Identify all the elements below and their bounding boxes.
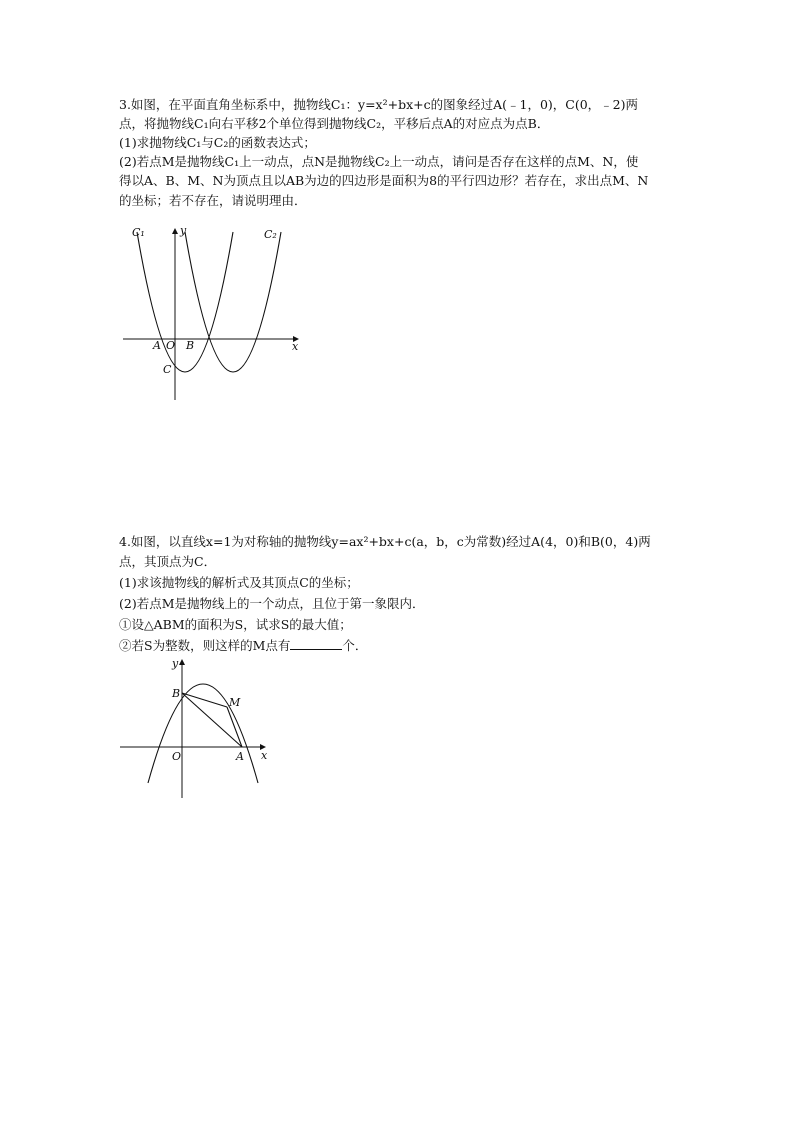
p4-figure	[118, 655, 278, 800]
p4-label-m: M	[229, 696, 241, 709]
p3-y-arrow	[172, 228, 178, 234]
p4-line-6-before: ②若S为整数，则这样的M点有	[119, 638, 291, 653]
p3-label-y: y	[180, 224, 187, 237]
p4-parabola	[148, 684, 258, 783]
p4-line-3: (1)求该抛物线的解析式及其顶点C的坐标；	[119, 575, 359, 590]
p4-y-arrow	[179, 659, 185, 665]
p3-label-o: O	[166, 339, 176, 352]
p3-line-6: 的坐标；若不存在，请说明理由．	[119, 193, 307, 208]
p4-line-6-after: 个．	[342, 638, 368, 653]
p3-label-c: C	[163, 363, 172, 376]
p4-label-x: x	[261, 749, 268, 762]
p3-parabola-c2	[185, 232, 281, 372]
p3-line-2: 点，将抛物线C₁向右平移2个单位得到抛物线C₂，平移后点A的对应点为点B．	[119, 116, 550, 131]
p3-label-c2: C₂	[264, 228, 277, 241]
p4-line-5: ①设△ABM的面积为S，试求S的最大值；	[119, 617, 352, 632]
p3-line-1: 3.如图，在平面直角坐标系中，抛物线C₁：y=x²+bx+c的图象经过A(﹣1，0)，C(0，﹣2)两	[119, 97, 639, 112]
p4-line-2: 点，其顶点为C．	[119, 554, 217, 569]
p3-label-x: x	[292, 340, 299, 353]
p4-label-a: A	[236, 750, 244, 763]
p4-label-o: O	[172, 750, 182, 763]
answer-blank	[290, 638, 342, 650]
p3-line-5: 得以A、B、M、N为顶点且以AB为边的四边形是面积为8的平行四边形？若存在，求出点M、N	[119, 173, 649, 188]
p3-label-b: B	[186, 339, 195, 352]
p4-segment-bm	[182, 693, 227, 707]
p4-label-b: B	[172, 687, 181, 700]
p3-line-4: (2)若点M是抛物线C₁上一动点，点N是抛物线C₂上一动点，请问是否存在这样的点M、N，使	[119, 154, 639, 169]
p4-label-y: y	[172, 657, 179, 670]
p3-label-a: A	[153, 339, 161, 352]
p3-label-c1: C₁	[132, 226, 145, 239]
p4-line-6	[119, 638, 367, 654]
p3-parabola-c1	[137, 232, 233, 372]
p3-figure	[118, 222, 308, 402]
p3-line-3: (1)求抛物线C₁与C₂的函数表达式；	[119, 135, 316, 150]
p4-line-4: (2)若点M是抛物线上的一个动点，且位于第一象限内．	[119, 596, 425, 611]
p4-line-1: 4.如图，以直线x=1为对称轴的抛物线y=ax²+bx+c(a，b，c为常数)经过A(4，0)和B(0，4)两	[119, 534, 651, 549]
